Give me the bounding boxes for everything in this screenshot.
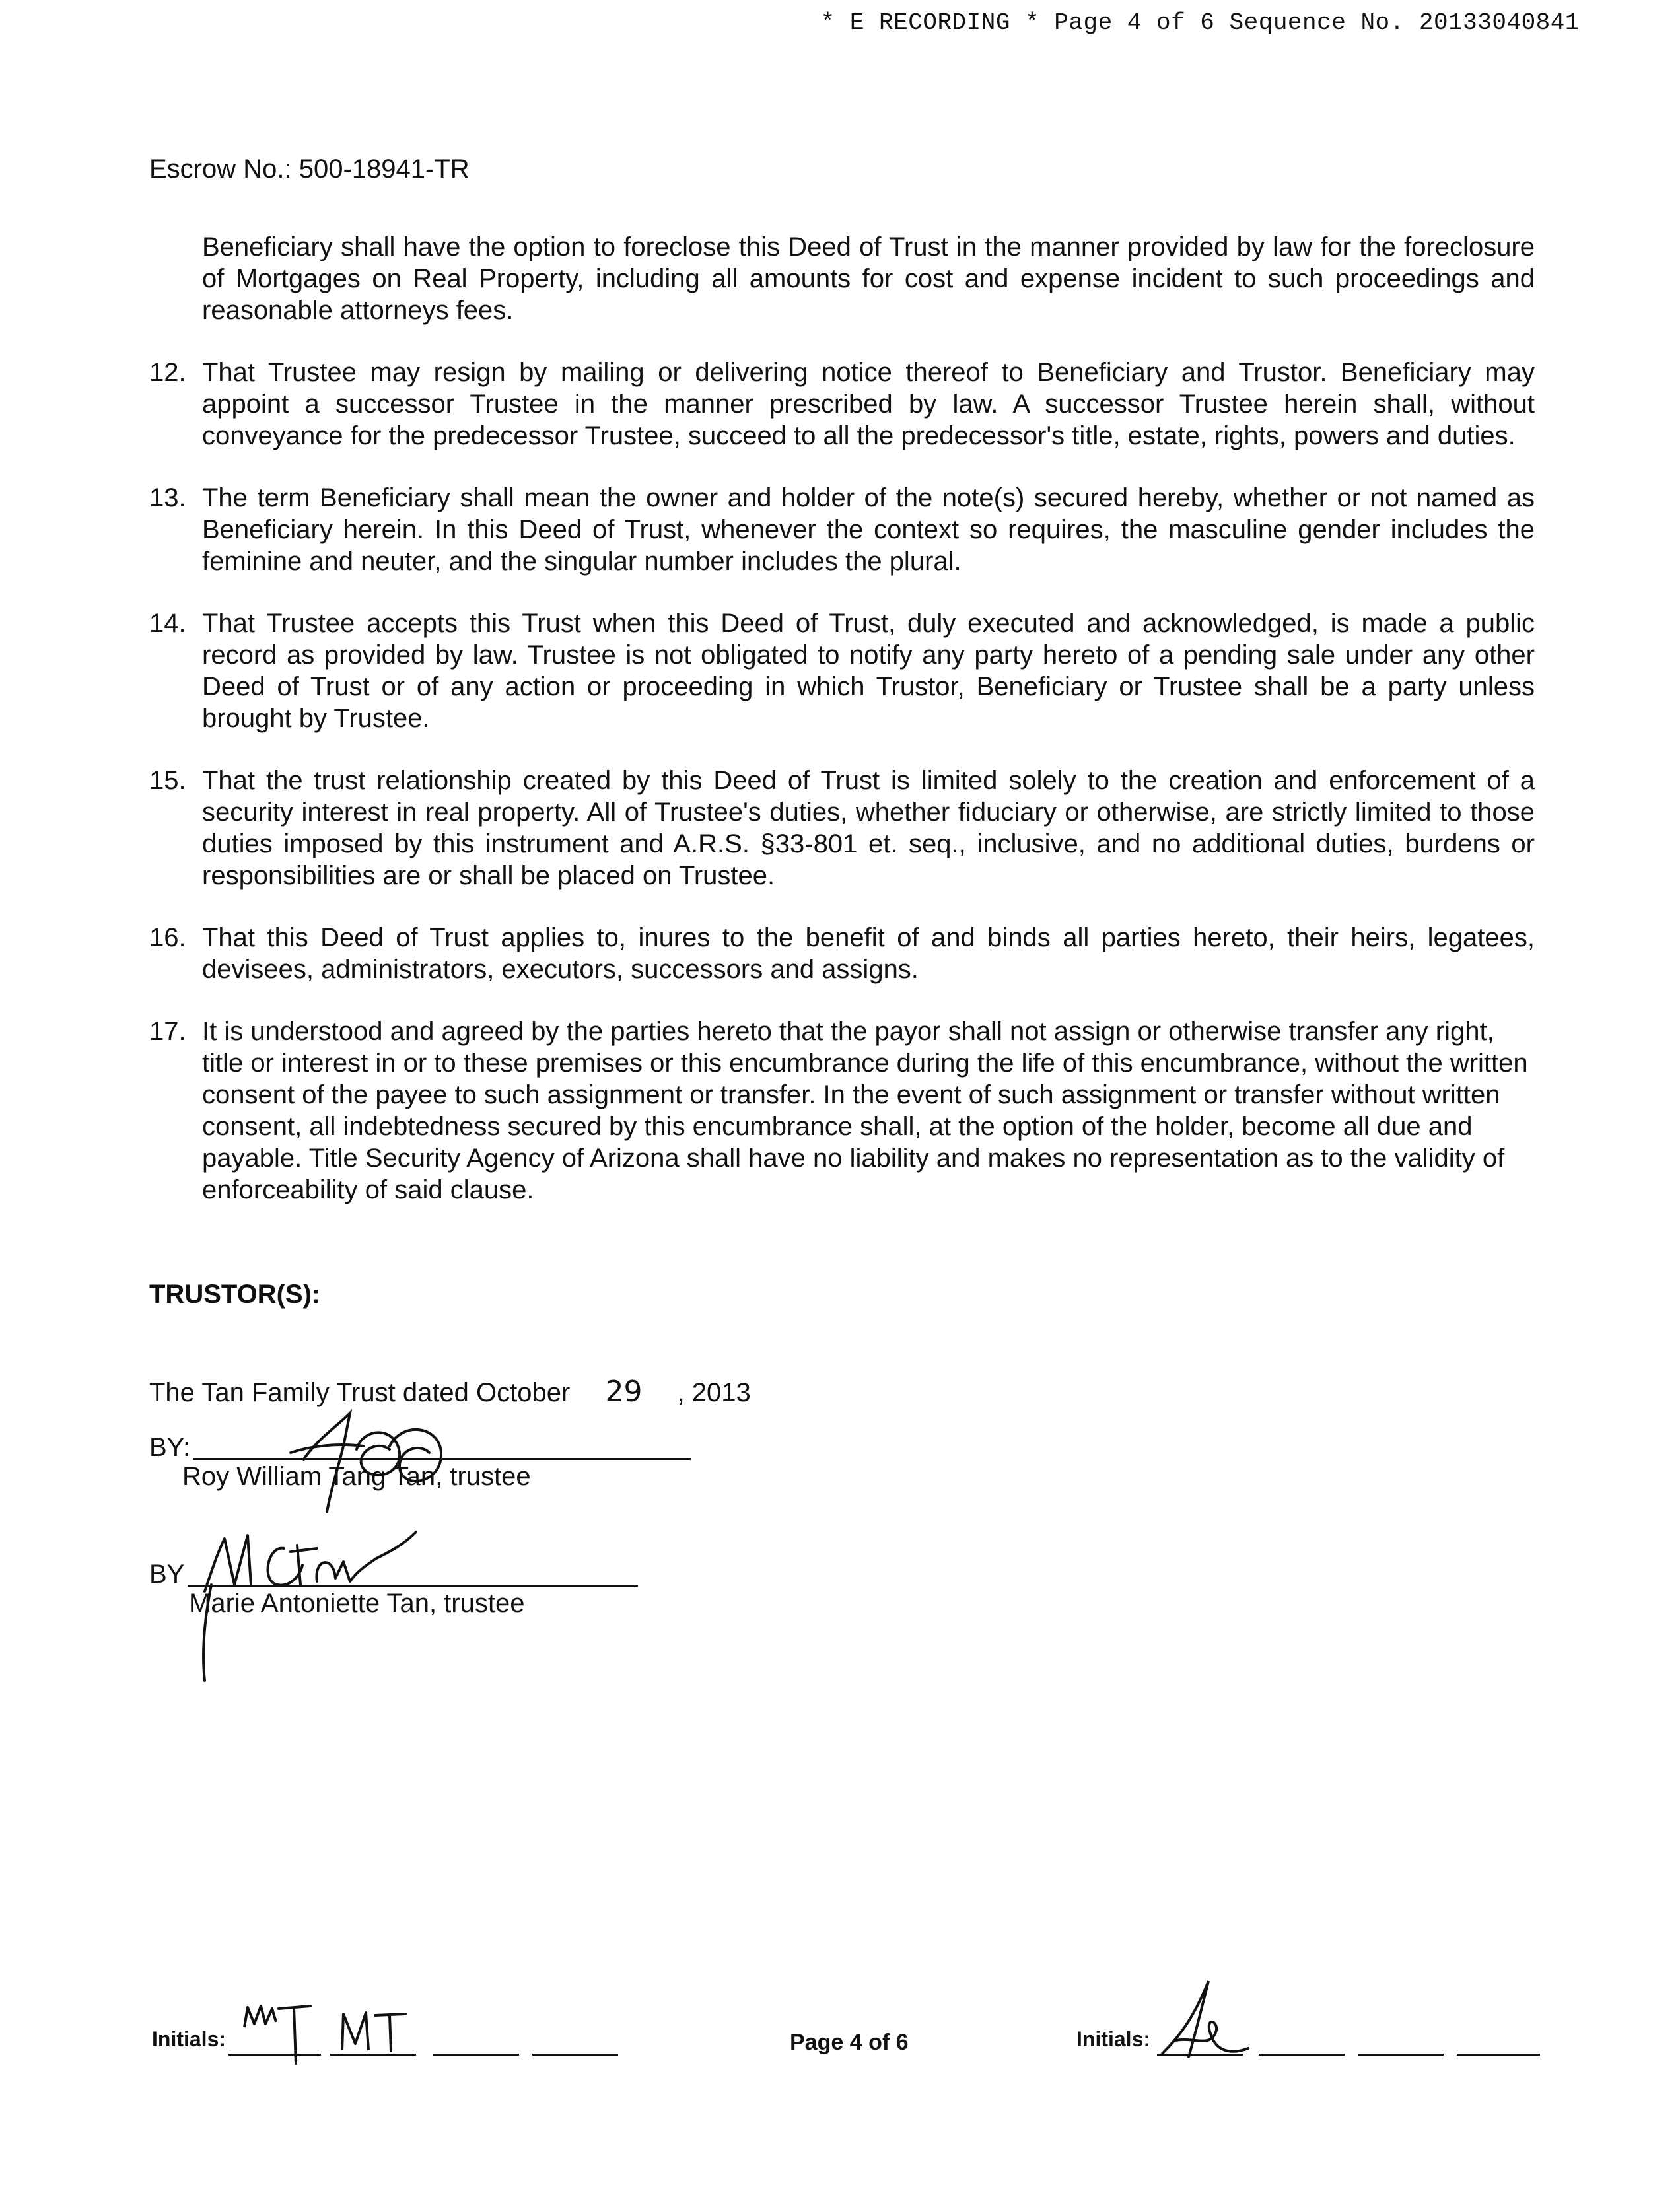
clause-text: That Trustee may resign by mailing or delivering notice thereof to Beneficiary and Trustor. Beneficiary may appoint a successor Trustee in the manner prescribed by law. A successor Trustee herein shall, without conveyance for the predecessor Trustee, succeed to all the predecessor's title, estate, rights, powers and duties. <box>202 358 1535 450</box>
clause-text: The term Beneficiary shall mean the owner and holder of the note(s) secured hereby, whether or not named as Beneficiary herein. In this Deed of Trust, whenever the context so requires, the masculine gender includes the feminine and neuter, and the singular number includes the plural. <box>202 483 1535 576</box>
initials-line <box>1259 2054 1345 2056</box>
initials-right-signature-icon <box>1149 1974 1261 2067</box>
initials-line <box>1358 2054 1444 2056</box>
clause-17 <box>149 1016 1536 1206</box>
trust-name: The Tan Family Trust dated October <box>149 1378 571 1407</box>
initials-line <box>433 2054 519 2056</box>
initials-line <box>532 2054 618 2056</box>
page-number: Page 4 of 6 <box>790 2030 909 2055</box>
clause-text: That this Deed of Trust applies to, inures to the benefit of and binds all parties hereto, their heirs, legatees, devisees, administrators, executors, successors and assigns. <box>202 923 1535 984</box>
initials-line <box>1457 2054 1540 2056</box>
initials-mt-icon <box>337 2007 409 2054</box>
signature-2-icon <box>185 1519 436 1684</box>
clause-15 <box>149 765 1535 891</box>
continuation-paragraph: Beneficiary shall have the option to foreclose this Deed of Trust in the manner provided by law for the foreclosure of Mortgages on Real Property, including all amounts for cost and expense incident to such proceedings and reasonable attorneys fees. <box>202 232 1535 325</box>
by-label: BY <box>149 1560 185 1589</box>
clause-text: That Trustee accepts this Trust when this Deed of Trust, duly executed and acknowledged, is made a public record as provided by law. Trustee is not obligated to notify any party hereto of a pending sale under any other Deed of Trust or of any action or proceeding in which Trustor, Beneficiary or Trustee shall be a party unless brought by Trustee. <box>202 609 1535 733</box>
clause-text: It is understood and agreed by the parties hereto that the payor shall not assign or otherwise transfer any right, title or interest in or to these premises or this encumbrance during the life of this encumbrance, without the written consent of the payee to such assignment or transfer. In the event of such assignment or transfer without written consent, all indebtedness secured by this encumbrance shall, at the option of the holder, become all due and payable. Title Security Agency of Arizona shall have no liability and makes no representation as to the validity of enforceability of said clause. <box>202 1017 1528 1204</box>
clauses-body <box>149 231 1535 1236</box>
clause-number: 15. <box>149 766 186 795</box>
clause-13 <box>149 482 1535 577</box>
signer-1-name: Roy William Tang Tan, trustee <box>182 1462 531 1491</box>
escrow-number: Escrow No.: 500-18941-TR <box>149 155 470 184</box>
initials-left-label: Initials: <box>152 2027 227 2051</box>
initials-right-label: Initials: <box>1076 2027 1151 2051</box>
clause-text: That the trust relationship created by this Deed of Trust is limited solely to the creation and enforcement of a security interest in real property. All of Trustee's duties, whether fiduciary or otherwise, are strictly limited to those duties imposed by this instrument and A.R.S. §33-801 et. seq., inclusive, and no additional duties, burdens or responsibilities are or shall be placed on Trustee. <box>202 766 1535 890</box>
trustors-heading: TRUSTOR(S): <box>149 1280 321 1309</box>
initials-line <box>330 2054 416 2056</box>
clause-14 <box>149 608 1535 734</box>
clause-number: 17. <box>149 1017 186 1046</box>
initials-mwt-icon <box>238 2001 317 2067</box>
clause-number: 16. <box>149 923 186 952</box>
clause-number: 13. <box>149 483 186 512</box>
by-label: BY: <box>149 1433 191 1462</box>
recording-stamp: * E RECORDING * Page 4 of 6 Sequence No. 20133040841 <box>820 9 1580 36</box>
clause-number: 14. <box>149 609 186 638</box>
clause-12 <box>149 357 1535 452</box>
signer-2-name: Marie Antoniette Tan, trustee <box>189 1589 525 1618</box>
trust-day-handwritten: 29 <box>605 1375 643 1408</box>
signature-1-icon <box>264 1400 462 1519</box>
clause-16 <box>149 922 1535 985</box>
clause-number: 12. <box>149 358 186 387</box>
trust-year: , 2013 <box>677 1378 751 1407</box>
